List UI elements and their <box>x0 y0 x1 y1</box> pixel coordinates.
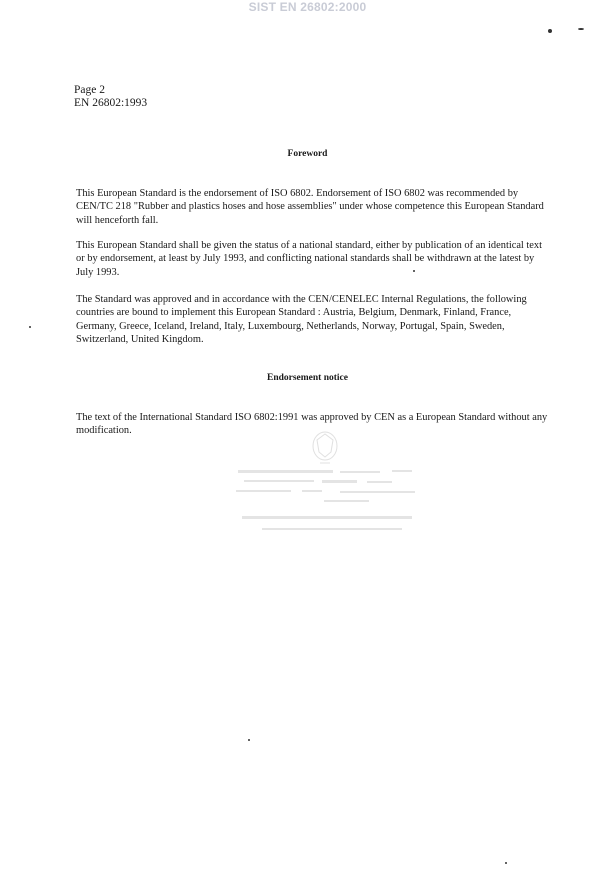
faded-stamp-icon <box>232 430 422 545</box>
page-meta <box>74 84 147 110</box>
standard-number: EN 26802:1993 <box>74 97 148 109</box>
foreword-paragraph-3: The Standard was approved and in accordance with the CEN/CENELEC Internal Regulations, the following countries are bound to implement this European Standard : Austria, Belgium, Denmark, Finland, France, Germany, Greece, Iceland, Ireland, Italy, Luxembourg, Netherlands, Norway, Portugal, Spain, Sweden, Switzerland, United Kingdom. <box>76 294 527 346</box>
foreword-title: Foreword <box>287 149 328 159</box>
scan-speck <box>29 326 31 328</box>
endorsement-paragraph: The text of the International Standard ISO 6802:1991 was approved by CEN as a European Standard without any modification. <box>76 412 548 437</box>
page-number: Page 2 <box>74 84 105 96</box>
scan-speck <box>578 28 584 30</box>
foreword-paragraph-2: This European Standard shall be given the status of a national standard, either by publication of an identical text or by endorsement, at least by July 1993, and conflicting national standards shall be withdrawn at the latest by July 1993. <box>76 240 543 278</box>
header-stamp: SIST EN 26802:2000 <box>248 0 367 14</box>
scan-speck <box>548 29 552 33</box>
scan-speck <box>505 862 507 864</box>
scan-speck <box>413 270 415 272</box>
endorsement-title: Endorsement notice <box>266 373 348 383</box>
foreword-paragraph-1: This European Standard is the endorsement of ISO 6802. Endorsement of ISO 6802 was recommended by CEN/TC 218 "Rubber and plastics hoses and hose assemblies" under whose competence this European Standard will henceforth fall. <box>76 188 544 226</box>
scan-speck <box>248 739 250 741</box>
